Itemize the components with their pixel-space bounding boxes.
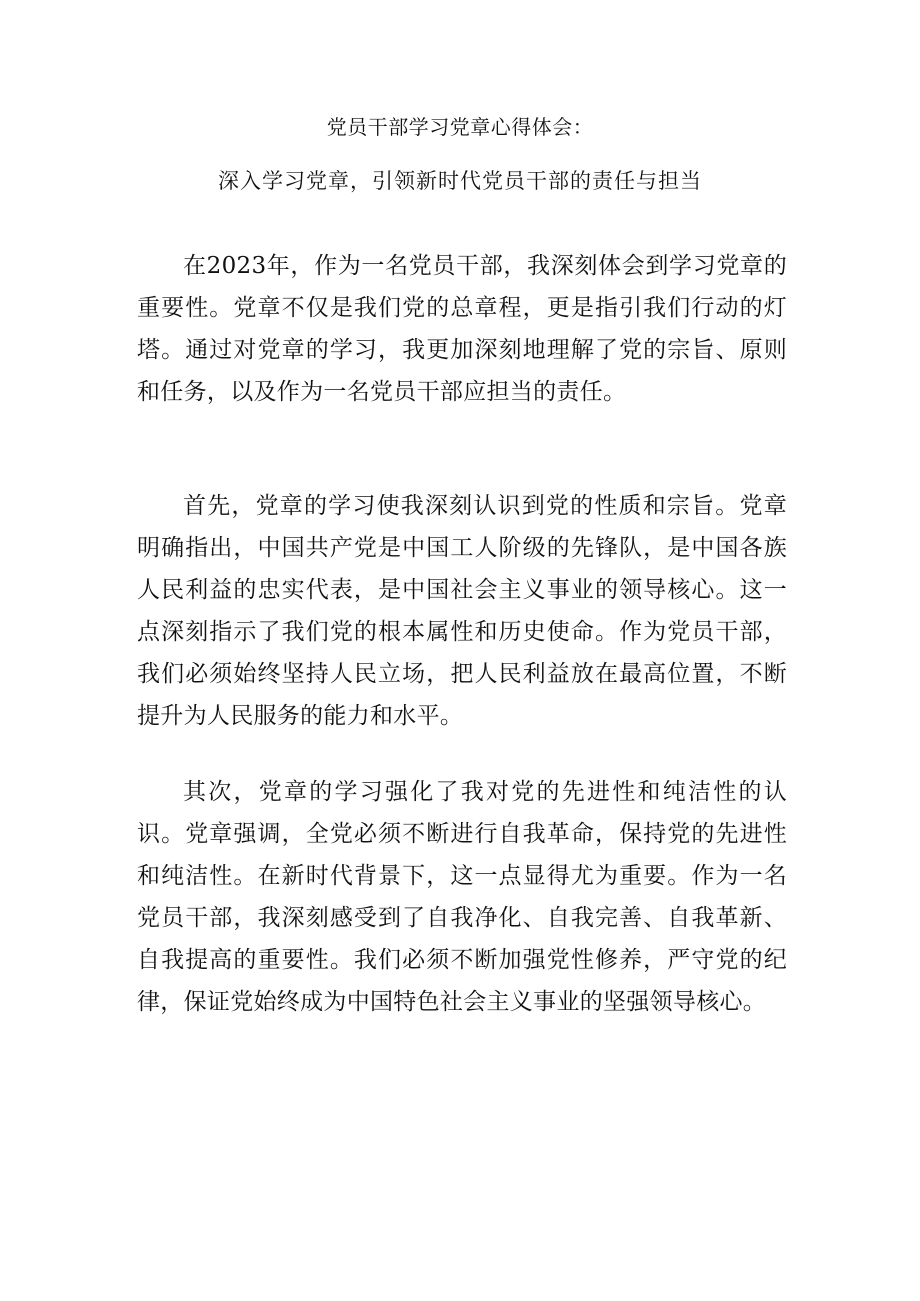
document-subtitle: 深入学习党章，引领新时代党员干部的责任与担当 (218, 169, 702, 193)
paragraph-2: 首先，党章的学习使我深刻认识到党的性质和宗旨。党章明确指出，中国共产党是中国工人阶级的先锋队，是中国各族人民利益的忠实代表，是中国社会主义事业的领导核心。这一点深刻指示了我们党的根本属性和历史使命。作为党员干部，我们必须始终坚持人民立场，把人民利益放在最高位置，不断提升为人民服务的能力和水平。 (137, 493, 787, 729)
paragraph-3: 其次，党章的学习强化了我对党的先进性和纯洁性的认识。党章强调，全党必须不断进行自我革命，保持党的先进性和纯洁性。在新时代背景下，这一点显得尤为重要。作为一名党员干部，我深刻感受到了自我净化、自我完善、自我革新、自我提高的重要性。我们必须不断加强党性修养，严守党的纪律，保证党始终成为中国特色社会主义事业的坚强领导核心。 (137, 779, 787, 1015)
paragraph-1: 在2023年，作为一名党员干部，我深刻体会到学习党章的重要性。党章不仅是我们党的总章程，更是指引我们行动的灯塔。通过对党章的学习，我更加深刻地理解了党的宗旨、原则和任务，以及作为一名党员干部应担当的责任。 (137, 253, 787, 405)
document-title: 党员干部学习党章心得体会： (326, 115, 594, 139)
